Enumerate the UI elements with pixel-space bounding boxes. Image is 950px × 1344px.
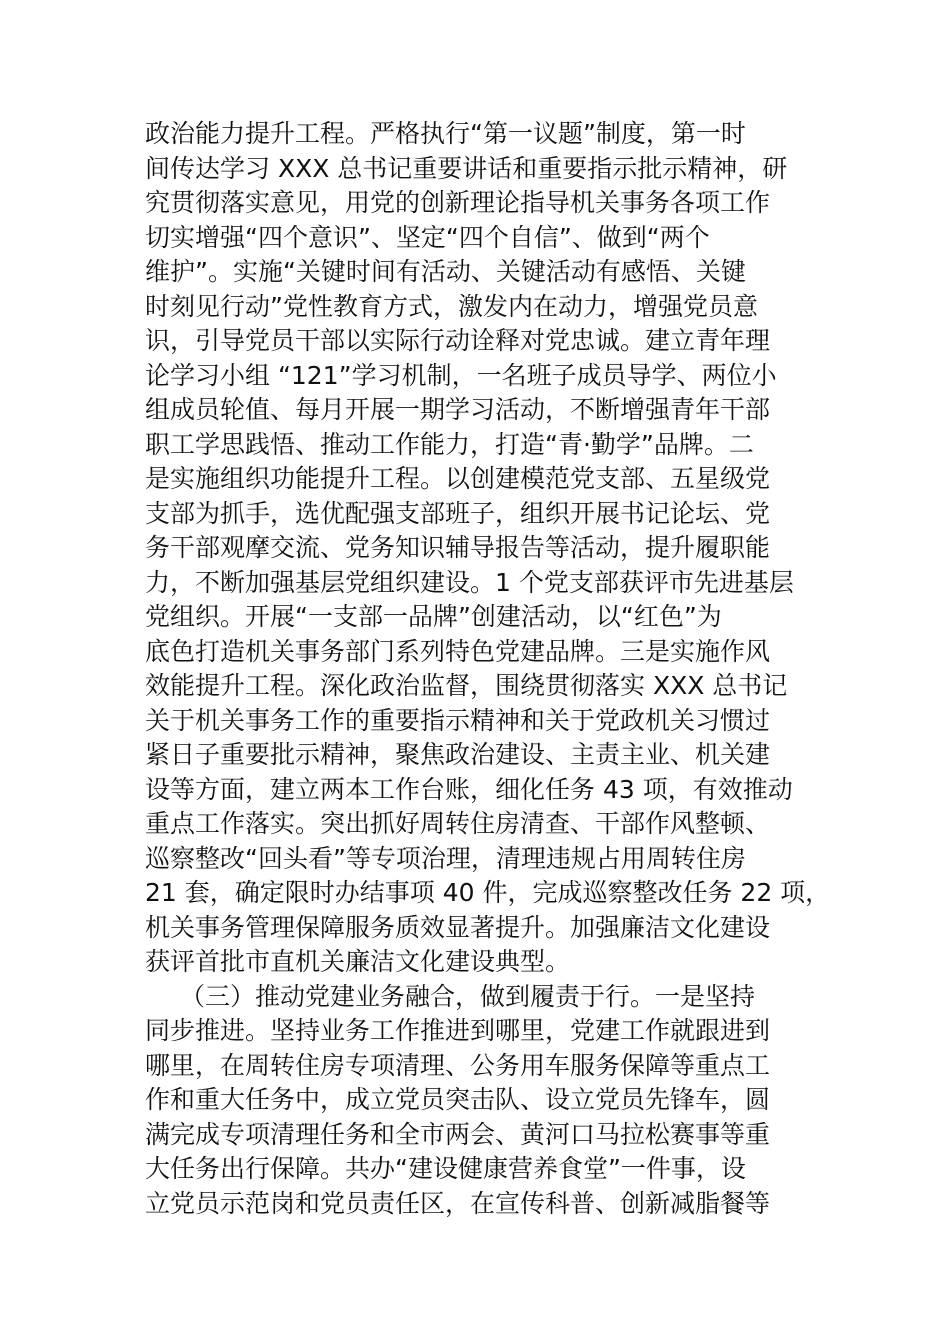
text-line: 识，引导党员干部以实际行动诠释对党忠诚。建立青年理 [145,326,771,355]
text-line: 力，不断加强基层党组织建设。1 个党支部获评市先进基层 [145,567,794,597]
text-line: 间传达学习 XXX 总书记重要讲话和重要指示批示精神，研 [145,153,788,183]
text-line: 作和重大任务中，成立党员突击队、设立党员先锋车，圆 [145,1085,771,1114]
text-line: 切实增强“四个意识”、坚定“四个自信”、做到“两个 [145,222,710,252]
text-line: 设等方面，建立两本工作台账，细化任务 43 项，有效推动 [145,774,793,804]
text-line: （三）推动党建业务融合，做到履责于行。一是坚持 [180,981,756,1011]
text-line: 底色打造机关事务部门系列特色党建品牌。三是实施作风 [145,636,771,666]
text-line: 党组织。开展“一支部一品牌”创建活动，以“红色”为 [145,602,722,631]
text-line: 机关事务管理保障服务质效显著提升。加强廉洁文化建设 [145,912,771,942]
text-line: 获评首批市直机关廉洁文化建设典型。 [145,947,571,976]
text-line: 组成员轮值、每月开展一期学习活动，不断增强青年干部 [145,395,771,424]
text-line: 效能提升工程。深化政治监督，围绕贯彻落实 XXX 总书记 [145,671,788,700]
text-line: 是实施组织功能提升工程。以创建模范党支部、五星级党 [145,464,771,493]
text-line: 关于机关事务工作的重要指示精神和关于党政机关习惯过 [145,705,771,735]
text-line: 21 套，确定限时办结事项 40 件，完成巡察整改任务 22 项， [145,878,831,907]
text-line: 满完成专项清理任务和全市两会、黄河口马拉松赛事等重 [145,1119,771,1149]
text-line: 究贯彻落实意见，用党的创新理论指导机关事务各项工作 [145,188,771,217]
text-line: 维护”。实施“关键时间有活动、关键活动有感悟、关键 [145,257,746,286]
text-line: 职工学思践悟、推动工作能力，打造“青·勤学”品牌。二 [145,429,754,459]
body-text [145,117,835,1221]
text-line: 重点工作落实。突出抓好周转住房清查、干部作风整顿、 [145,809,771,838]
text-line: 哪里，在周转住房专项清理、公务用车服务保障等重点工 [145,1050,771,1080]
text-line: 巡察整改“回头看”等专项治理，清理违规占用周转住房 [145,843,746,873]
text-line: 时刻见行动”党性教育方式，激发内在动力，增强党员意 [145,291,758,321]
text-line: 紧日子重要批示精神，聚焦政治建设、主责主业、机关建 [145,740,771,769]
text-line: 支部为抓手，选优配强支部班子，组织开展书记论坛、党 [145,498,771,528]
text-line: 大任务出行保障。共办“建设健康营养食堂”一件事，设 [145,1154,746,1183]
text-line: 同步推进。坚持业务工作推进到哪里，党建工作就跟进到 [145,1016,771,1045]
text-line: 务干部观摩交流、党务知识辅导报告等活动，提升履职能 [145,533,771,562]
text-line: 论学习小组 “121”学习机制，一名班子成员导学、两位小 [145,360,777,390]
text-line: 立党员示范岗和党员责任区，在宣传科普、创新减脂餐等 [145,1188,771,1218]
text-line: 政治能力提升工程。严格执行“第一议题”制度，第一时 [145,119,746,148]
